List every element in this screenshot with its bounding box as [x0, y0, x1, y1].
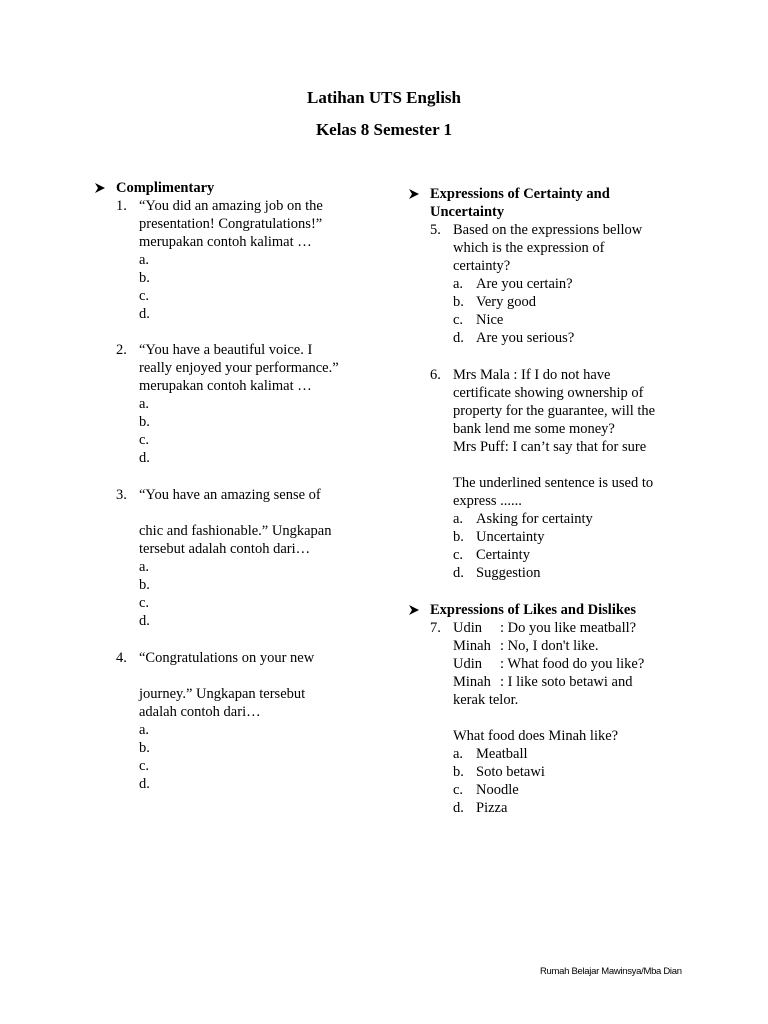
option-text: Nice: [476, 312, 504, 328]
option-letter: c.: [139, 595, 150, 611]
option-text: Very good: [476, 294, 537, 310]
dialog-speaker: Minah: [453, 638, 491, 654]
option-letter: c.: [139, 758, 150, 774]
question-number: 1.: [116, 198, 127, 214]
option-letter: a.: [453, 276, 464, 292]
question-text: chic and fashionable.” Ungkapan: [139, 523, 332, 539]
option-letter: b.: [453, 529, 464, 545]
dialog-text: : No, I don't like.: [500, 638, 599, 654]
question-number: 5.: [430, 222, 441, 238]
option-letter: a.: [139, 252, 150, 268]
option-letter: a.: [139, 396, 150, 412]
option-letter: b.: [139, 414, 150, 430]
question-number: 2.: [116, 342, 127, 358]
question-text: bank lend me some money?: [453, 421, 615, 437]
dialog-text: : What food do you like?: [500, 656, 645, 672]
option-text: Are you serious?: [476, 330, 575, 346]
arrow-bullet-icon: [408, 188, 422, 202]
dialog-speaker: Udin: [453, 620, 482, 636]
question-text: journey.” Ungkapan tersebut: [139, 686, 306, 702]
question-text: certificate showing ownership of: [453, 385, 644, 401]
option-letter: c.: [453, 312, 464, 328]
option-text: Meatball: [476, 746, 528, 762]
page-subtitle: Kelas 8 Semester 1: [315, 120, 453, 139]
arrow-bullet-icon: [94, 182, 108, 196]
option-text: Pizza: [476, 800, 508, 816]
question-number: 3.: [116, 487, 127, 503]
dialog-text: : I like soto betawi and: [500, 674, 633, 690]
option-text: Certainty: [476, 547, 530, 563]
question-text: “You did an amazing job on the: [139, 198, 323, 214]
option-letter: d.: [453, 800, 464, 816]
question-text: presentation! Congratulations!”: [139, 216, 323, 232]
arrow-bullet-icon: [408, 604, 422, 618]
option-letter: b.: [139, 577, 150, 593]
option-letter: a.: [453, 746, 464, 762]
option-letter: b.: [453, 764, 464, 780]
option-text: Are you certain?: [476, 276, 573, 292]
question-text: really enjoyed your performance.”: [139, 360, 339, 376]
option-text: Asking for certainty: [476, 511, 593, 527]
option-text: Soto betawi: [476, 764, 545, 780]
option-letter: d.: [139, 776, 150, 792]
question-number: 7.: [430, 620, 441, 636]
question-text: property for the guarantee, will the: [453, 403, 656, 419]
section-title-complimentary: Complimentary: [116, 180, 215, 196]
dialog-text: kerak telor.: [453, 692, 519, 708]
question-text: adalah contoh dari…: [139, 704, 261, 720]
option-letter: d.: [139, 613, 150, 629]
question-number: 4.: [116, 650, 127, 666]
page-title: Latihan UTS English: [306, 88, 461, 107]
option-letter: d.: [453, 330, 464, 346]
option-letter: d.: [139, 306, 150, 322]
option-letter: c.: [139, 288, 150, 304]
dialog-speaker: Minah: [453, 674, 491, 690]
question-prompt: What food does Minah like?: [453, 728, 619, 744]
question-text: certainty?: [453, 258, 511, 274]
dialog-text: : Do you like meatball?: [500, 620, 637, 636]
option-letter: c.: [453, 782, 464, 798]
question-text: Mrs Puff: I can’t say that for sure: [453, 439, 647, 455]
option-letter: a.: [453, 511, 464, 527]
option-letter: b.: [139, 740, 150, 756]
option-letter: a.: [139, 722, 150, 738]
footer-credit: Rumah Belajar Mawinsya/Mba Dian: [540, 966, 682, 977]
question-text: Mrs Mala : If I do not have: [453, 367, 611, 383]
option-text: Noodle: [476, 782, 519, 798]
question-text: “You have an amazing sense of: [139, 487, 321, 503]
question-text: “Congratulations on your new: [139, 650, 315, 666]
option-letter: d.: [139, 450, 150, 466]
question-prompt: The underlined sentence is used to: [453, 475, 654, 491]
option-letter: a.: [139, 559, 150, 575]
option-text: Uncertainty: [476, 529, 545, 545]
section-title-likes-dislikes: Expressions of Likes and Dislikes: [430, 602, 637, 618]
option-letter: c.: [139, 432, 150, 448]
option-text: Suggestion: [476, 565, 541, 581]
question-text: merupakan contoh kalimat …: [139, 378, 312, 394]
section-title-certainty: Uncertainty: [430, 204, 505, 220]
question-text: “You have a beautiful voice. I: [139, 342, 313, 358]
option-letter: b.: [453, 294, 464, 310]
question-text: tersebut adalah contoh dari…: [139, 541, 311, 557]
option-letter: b.: [139, 270, 150, 286]
option-letter: d.: [453, 565, 464, 581]
option-letter: c.: [453, 547, 464, 563]
question-text: which is the expression of: [453, 240, 605, 256]
question-text: Based on the expressions bellow: [453, 222, 643, 238]
question-number: 6.: [430, 367, 441, 383]
section-title-certainty: Expressions of Certainty and: [430, 186, 610, 202]
question-prompt: express ......: [453, 493, 522, 509]
question-text: merupakan contoh kalimat …: [139, 234, 312, 250]
dialog-speaker: Udin: [453, 656, 482, 672]
